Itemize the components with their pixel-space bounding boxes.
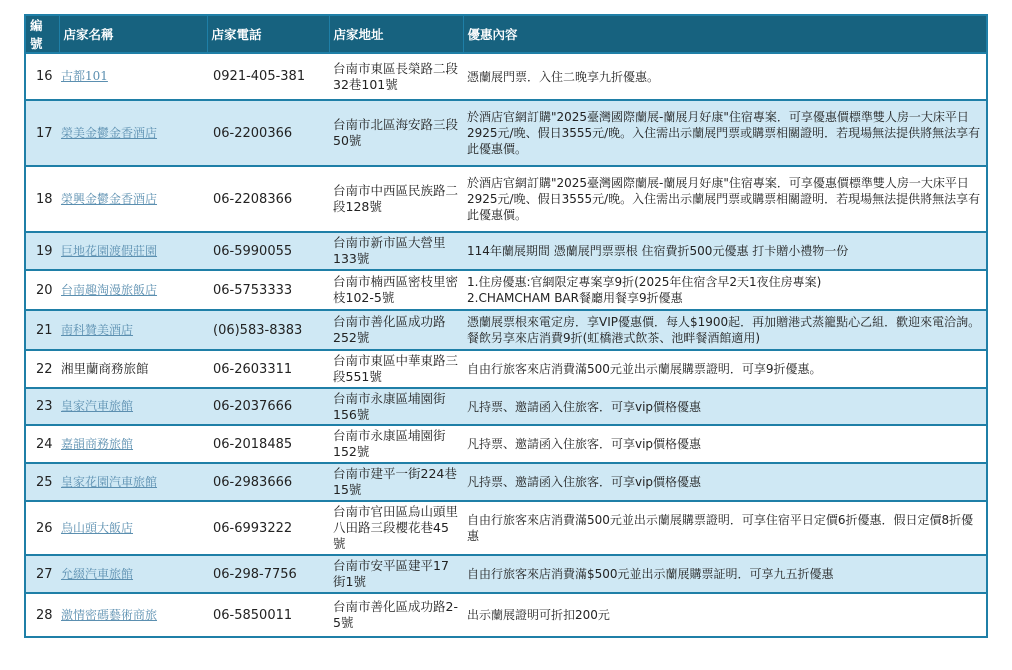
shop-name-link[interactable]: 烏山頭大飯店 xyxy=(61,520,134,535)
hotel-offer-table-container xyxy=(24,14,986,638)
shop-phone: 06-2983666 xyxy=(207,463,329,501)
table-row xyxy=(25,593,987,637)
header-name: 店家名稱 xyxy=(59,15,207,53)
shop-address: 台南市善化區成功路2-5號 xyxy=(329,593,463,637)
offer-content: 自由行旅客來店消費滿500元並出示蘭展購票證明．可享9折優惠。 xyxy=(463,350,987,388)
shop-phone: 06-6993222 xyxy=(207,501,329,555)
shop-name-cell xyxy=(59,593,207,637)
shop-address: 台南市北區海安路三段50號 xyxy=(329,100,463,166)
shop-name-cell xyxy=(59,425,207,463)
header-address: 店家地址 xyxy=(329,15,463,53)
shop-name-cell xyxy=(59,166,207,232)
row-number: 22 xyxy=(25,350,59,388)
shop-name-link[interactable]: 嘉韻商務旅館 xyxy=(61,436,134,451)
shop-name-cell xyxy=(59,555,207,593)
table-header xyxy=(25,15,987,53)
shop-name-link[interactable]: 皇家汽車旅館 xyxy=(61,399,134,413)
shop-phone: 06-2018485 xyxy=(207,425,329,463)
table-row xyxy=(25,53,987,100)
shop-address: 台南市善化區成功路252號 xyxy=(329,310,463,350)
row-number: 19 xyxy=(25,232,59,270)
table-row xyxy=(25,232,987,270)
shop-address: 台南市東區中華東路三段551號 xyxy=(329,350,463,388)
hotel-offer-table xyxy=(24,14,988,638)
table-row xyxy=(25,555,987,593)
shop-address: 台南市東區長榮路二段32巷101號 xyxy=(329,53,463,100)
shop-address: 台南市中西區民族路二段128號 xyxy=(329,166,463,232)
shop-address: 台南市新市區大營里133號 xyxy=(329,232,463,270)
header-no: 編號 xyxy=(25,15,59,53)
shop-name-cell xyxy=(59,232,207,270)
table-row xyxy=(25,501,987,555)
row-number: 16 xyxy=(25,53,59,100)
shop-phone: 06-2037666 xyxy=(207,388,329,425)
table-row xyxy=(25,388,987,425)
row-number: 20 xyxy=(25,270,59,310)
shop-name-cell xyxy=(59,501,207,555)
shop-phone: 06-5990055 xyxy=(207,232,329,270)
shop-name-link[interactable]: 榮美金鬱金香酒店 xyxy=(61,125,158,140)
shop-address: 台南市楠西區密枝里密枝102-5號 xyxy=(329,270,463,310)
shop-phone: 06-298-7756 xyxy=(207,555,329,593)
row-number: 26 xyxy=(25,501,59,555)
table-row xyxy=(25,310,987,350)
table-row xyxy=(25,425,987,463)
shop-name-link[interactable]: 允綴汽車旅館 xyxy=(61,566,134,581)
row-number: 18 xyxy=(25,166,59,232)
row-number: 23 xyxy=(25,388,59,425)
row-number: 24 xyxy=(25,425,59,463)
shop-name-link[interactable]: 激情密碼藝術商旅 xyxy=(61,607,158,622)
offer-content: 於酒店官網訂購"2025臺灣國際蘭展-蘭展月好康"住宿專案．可享優惠價標準雙人房一大床平日2925元/晚、假日3555元/晚。入住需出示蘭展門票或購票相關證明．若現場無法提供將無法享有此優惠價。 xyxy=(463,100,987,166)
shop-phone: 06-2603311 xyxy=(207,350,329,388)
shop-name-cell xyxy=(59,100,207,166)
shop-name-text: 湘里蘭商務旅館 xyxy=(61,361,149,376)
shop-phone: 06-2208366 xyxy=(207,166,329,232)
offer-content: 114年蘭展期間 憑蘭展門票票根 住宿費折500元優惠 打卡贈小禮物一份 xyxy=(463,232,987,270)
shop-address: 台南市永康區埔園街156號 xyxy=(329,388,463,425)
table-row xyxy=(25,350,987,388)
offer-content: 1.住房優惠:官網限定專案享9折(2025年住宿含早2天1夜住房專案) 2.CHAMCHAM BAR餐廳用餐享9折優惠 xyxy=(463,270,987,310)
row-number: 21 xyxy=(25,310,59,350)
shop-name-link[interactable]: 南科贊美酒店 xyxy=(61,322,134,337)
offer-content: 出示蘭展證明可折扣200元 xyxy=(463,593,987,637)
shop-name-cell xyxy=(59,463,207,501)
offer-content: 凡持票、邀請函入住旅客．可享vip價格優惠 xyxy=(463,425,987,463)
row-number: 25 xyxy=(25,463,59,501)
row-number: 27 xyxy=(25,555,59,593)
shop-name-cell xyxy=(59,350,207,388)
table-row xyxy=(25,166,987,232)
shop-name-link[interactable]: 台南趣淘漫旅飯店 xyxy=(61,282,158,297)
shop-name-cell xyxy=(59,270,207,310)
shop-phone: 06-5850011 xyxy=(207,593,329,637)
shop-name-cell xyxy=(59,53,207,100)
shop-name-link[interactable]: 榮興金鬱金香酒店 xyxy=(61,191,158,206)
offer-content: 凡持票、邀請函入住旅客．可享vip價格優惠 xyxy=(463,463,987,501)
offer-content: 憑蘭展票根來電定房．享VIP優惠價．每人$1900起．再加贈港式蒸籠點心乙組．歡迎來電洽詢。餐飲另享來店消費9折(虹橋港式飲茶、池畔餐酒館適用) xyxy=(463,310,987,350)
header-offer: 優惠內容 xyxy=(463,15,987,53)
table-row xyxy=(25,463,987,501)
shop-name-cell xyxy=(59,388,207,425)
table-row xyxy=(25,270,987,310)
shop-name-link[interactable]: 皇家花園汽車旅館 xyxy=(61,474,158,489)
shop-address: 台南市官田區烏山頭里八田路三段櫻花巷45號 xyxy=(329,501,463,555)
shop-name-link[interactable]: 古都101 xyxy=(61,69,108,83)
shop-name-link[interactable]: 巨地花園渡假莊園 xyxy=(61,243,158,258)
table-body xyxy=(25,53,987,637)
shop-address: 台南市建平一街224巷15號 xyxy=(329,463,463,501)
table-row xyxy=(25,100,987,166)
offer-content: 自由行旅客來店消費滿500元並出示蘭展購票證明．可享住宿平日定價6折優惠．假日定價8折優惠 xyxy=(463,501,987,555)
offer-content: 自由行旅客來店消費滿$500元並出示蘭展購票証明．可享九五折優惠 xyxy=(463,555,987,593)
header-phone: 店家電話 xyxy=(207,15,329,53)
shop-phone: (06)583-8383 xyxy=(207,310,329,350)
row-number: 17 xyxy=(25,100,59,166)
offer-content: 凡持票、邀請函入住旅客．可享vip價格優惠 xyxy=(463,388,987,425)
shop-phone: 06-5753333 xyxy=(207,270,329,310)
shop-phone: 06-2200366 xyxy=(207,100,329,166)
offer-content: 於酒店官網訂購"2025臺灣國際蘭展-蘭展月好康"住宿專案．可享優惠價標準雙人房一大床平日2925元/晚、假日3555元/晚。入住需出示蘭展門票或購票相關證明．若現場無法提供將無法享有此優惠價。 xyxy=(463,166,987,232)
shop-name-cell xyxy=(59,310,207,350)
offer-content: 憑蘭展門票．入住二晚享九折優惠。 xyxy=(463,53,987,100)
shop-address: 台南市安平區建平17街1號 xyxy=(329,555,463,593)
shop-phone: 0921-405-381 xyxy=(207,53,329,100)
shop-address: 台南市永康區埔園街152號 xyxy=(329,425,463,463)
row-number: 28 xyxy=(25,593,59,637)
